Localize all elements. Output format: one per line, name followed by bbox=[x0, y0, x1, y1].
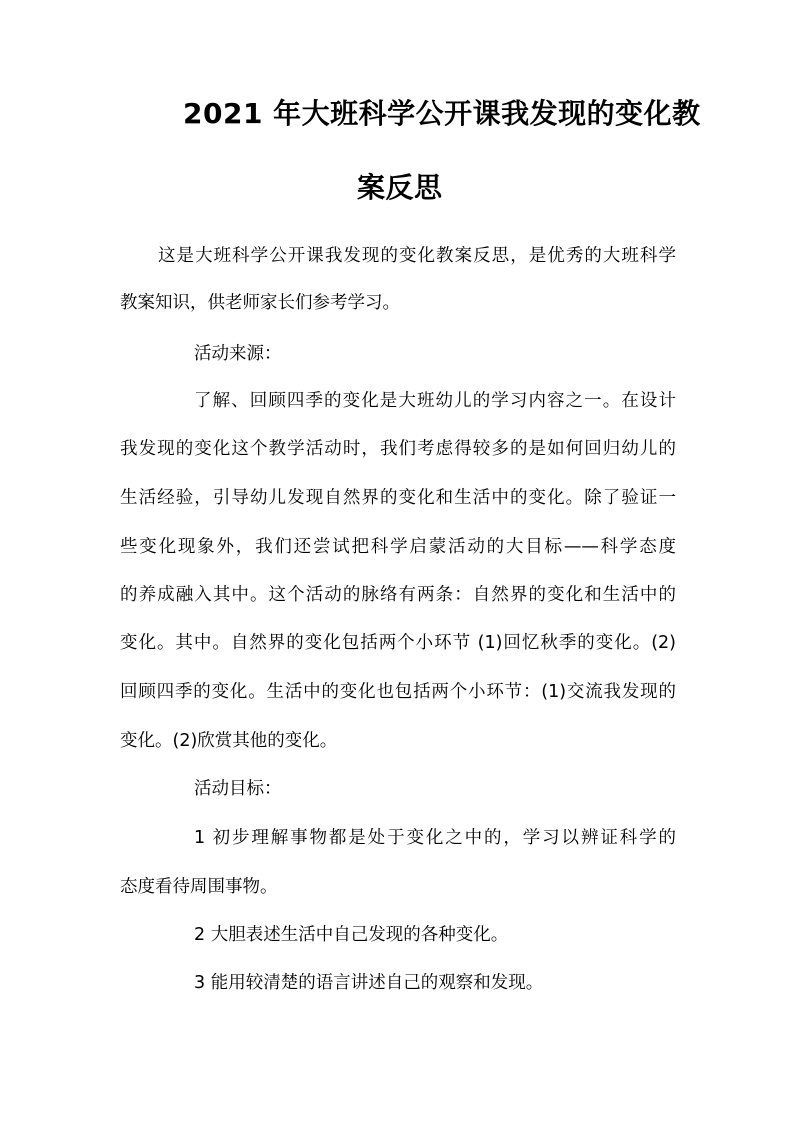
section-heading-activity-source: 活动来源： bbox=[194, 344, 282, 364]
body-text-line: 的养成融入其中。这个活动的脉络有两条：自然界的变化和生活中的 bbox=[120, 585, 676, 605]
intro-line-2: 教案知识，供老师家长们参考学习。 bbox=[120, 293, 400, 313]
goal-item-2: 2 大胆表述生活中自己发现的各种变化。 bbox=[194, 925, 509, 945]
body-text-line: 些变化现象外，我们还尝试把科学启蒙活动的大目标——科学态度 bbox=[120, 537, 676, 557]
body-text-line: 回顾四季的变化。生活中的变化也包括两个小环节：(1)交流我发现的 bbox=[120, 682, 676, 702]
goal-item-3: 3 能用较清楚的语言讲述自己的观察和发现。 bbox=[194, 973, 544, 993]
goal-item-1-line-2: 态度看待周围事物。 bbox=[120, 877, 278, 897]
document-title-line-1: 2021 年大班科学公开课我发现的变化教 bbox=[183, 97, 701, 130]
document-title-line-2: 案反思 bbox=[357, 171, 443, 204]
body-text-line: 我发现的变化这个教学活动时，我们考虑得较多的是如何回归幼儿的 bbox=[120, 439, 676, 459]
intro-line-1: 这是大班科学公开课我发现的变化教案反思，是优秀的大班科学 bbox=[158, 246, 676, 266]
goal-item-1-line-1: 1 初步理解事物都是处于变化之中的，学习以辨证科学的 bbox=[194, 828, 676, 848]
body-text-line: 变化。(2)欣赏其他的变化。 bbox=[120, 731, 338, 751]
body-text-line: 生活经验，引导幼儿发现自然界的变化和生活中的变化。除了验证一 bbox=[120, 488, 676, 508]
section-heading-activity-goals: 活动目标： bbox=[194, 779, 282, 799]
body-text-line: 了解、回顾四季的变化是大班幼儿的学习内容之一。在设计 bbox=[194, 391, 676, 411]
body-text-line: 变化。其中。自然界的变化包括两个小环节 (1)回忆秋季的变化。(2) bbox=[120, 633, 676, 653]
